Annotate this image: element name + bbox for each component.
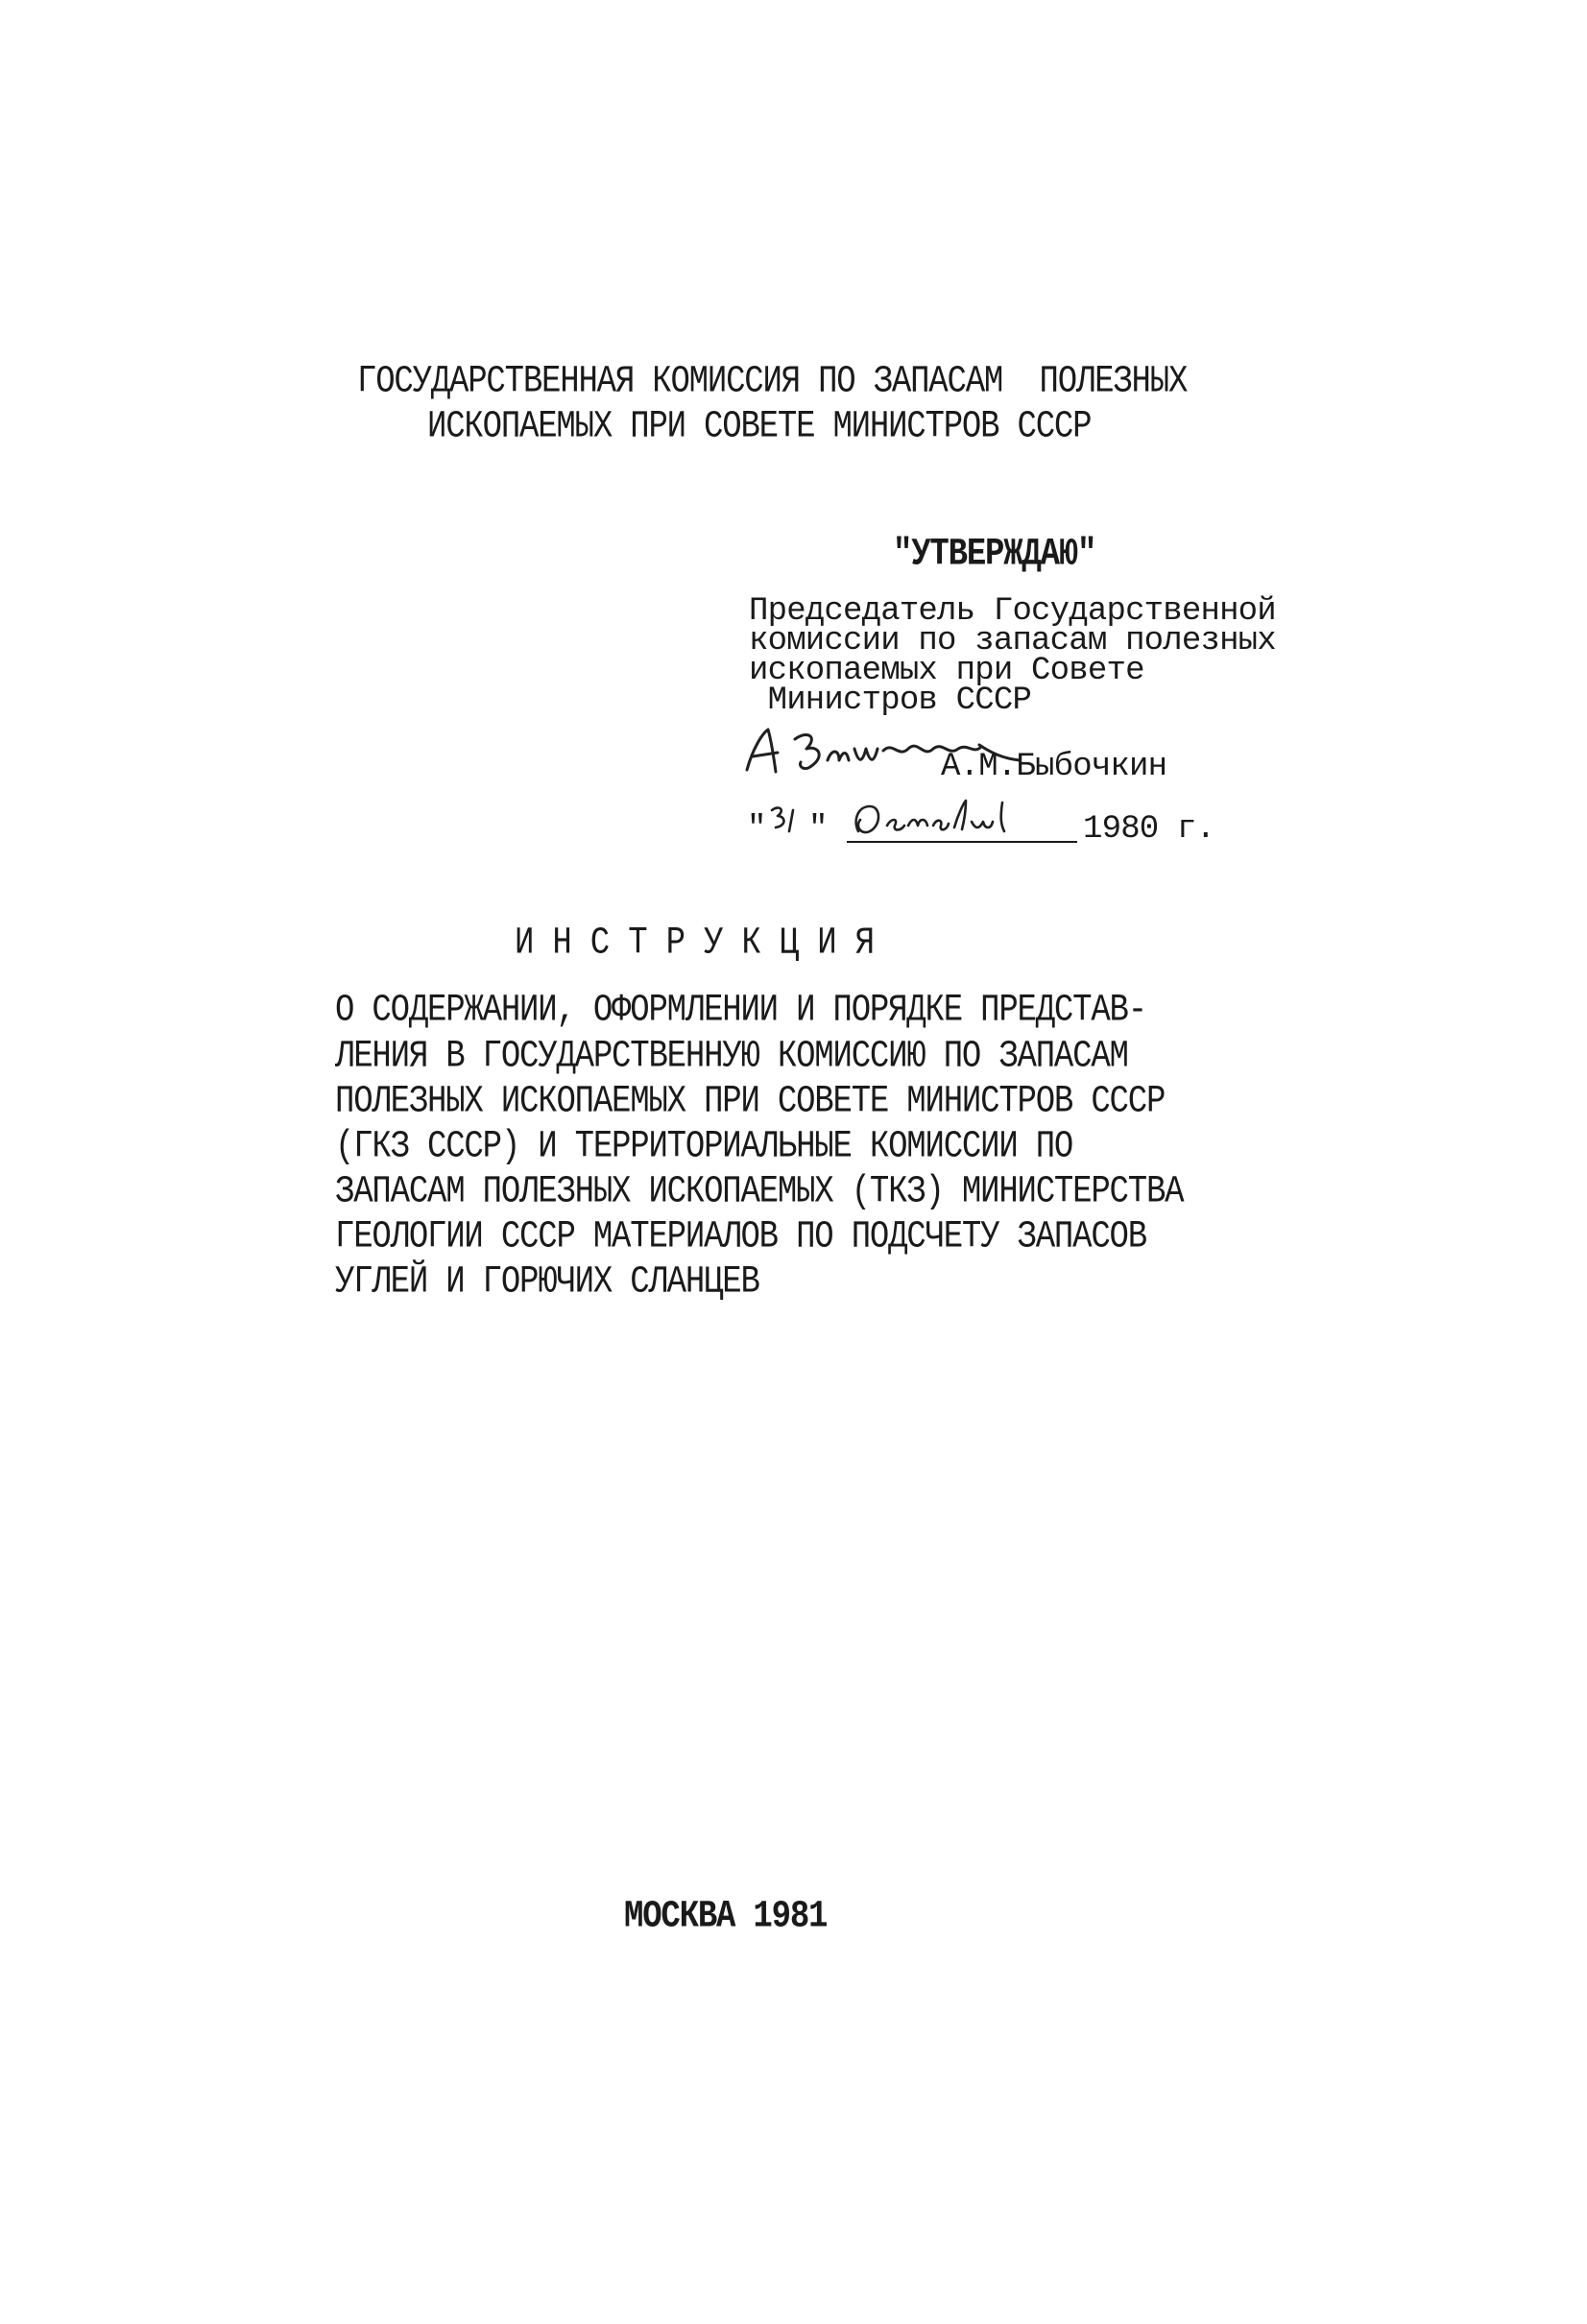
approver-position-line-1: Председатель Государственной bbox=[749, 593, 1276, 630]
document-title: ИНСТРУКЦИЯ bbox=[515, 922, 894, 966]
date-year: 1980 г. bbox=[1083, 811, 1215, 848]
approver-position-line-3: ископаемых при Совете bbox=[749, 653, 1144, 689]
document-subtitle-line-1: О СОДЕРЖАНИИ, ОФОРМЛЕНИИ И ПОРЯДКЕ ПРЕДСТАВ- bbox=[335, 989, 1146, 1033]
approver-position-line-4: Министров СССР bbox=[749, 683, 1032, 719]
date-month-underline bbox=[847, 841, 1077, 843]
document-subtitle-line-3: ПОЛЕЗНЫХ ИСКОПАЕМЫХ ПРИ СОВЕТЕ МИНИСТРОВ СССР bbox=[335, 1080, 1166, 1124]
document-subtitle-line-5: ЗАПАСАМ ПОЛЕЗНЫХ ИСКОПАЕМЫХ (ТКЗ) МИНИСТЕРСТВА bbox=[335, 1170, 1184, 1214]
date-open-quote: " bbox=[747, 811, 766, 848]
authority-header-line-1: ГОСУДАРСТВЕННАЯ КОМИССИЯ ПО ЗАПАСАМ ПОЛЕЗНЫХ bbox=[357, 360, 1188, 404]
place-and-year: МОСКВА 1981 bbox=[624, 1895, 828, 1939]
handwritten-date-month bbox=[849, 793, 1041, 845]
document-subtitle-line-6: ГЕОЛОГИИ СССР МАТЕРИАЛОВ ПО ПОДСЧЕТУ ЗАПАСОВ bbox=[335, 1215, 1146, 1259]
approval-stamp: "УТВЕРЖДАЮ" bbox=[893, 533, 1096, 577]
authority-header-line-2: ИСКОПАЕМЫХ ПРИ СОВЕТЕ МИНИСТРОВ СССР bbox=[427, 405, 1092, 449]
document-subtitle-line-2: ЛЕНИЯ В ГОСУДАРСТВЕННУЮ КОМИССИЮ ПО ЗАПАСАМ bbox=[335, 1035, 1128, 1079]
signatory-name: А.М.Быбочкин bbox=[941, 749, 1167, 785]
handwritten-date-day bbox=[768, 803, 806, 841]
date-close-quote: " bbox=[808, 811, 828, 848]
approver-position-line-2: комиссии по запасам полезных bbox=[749, 623, 1276, 659]
document-subtitle-line-7: УГЛЕЙ И ГОРЮЧИХ СЛАНЦЕВ bbox=[335, 1260, 759, 1305]
document-subtitle-line-4: (ГКЗ СССР) И ТЕРРИТОРИАЛЬНЫЕ КОМИССИИ ПО bbox=[335, 1125, 1073, 1169]
